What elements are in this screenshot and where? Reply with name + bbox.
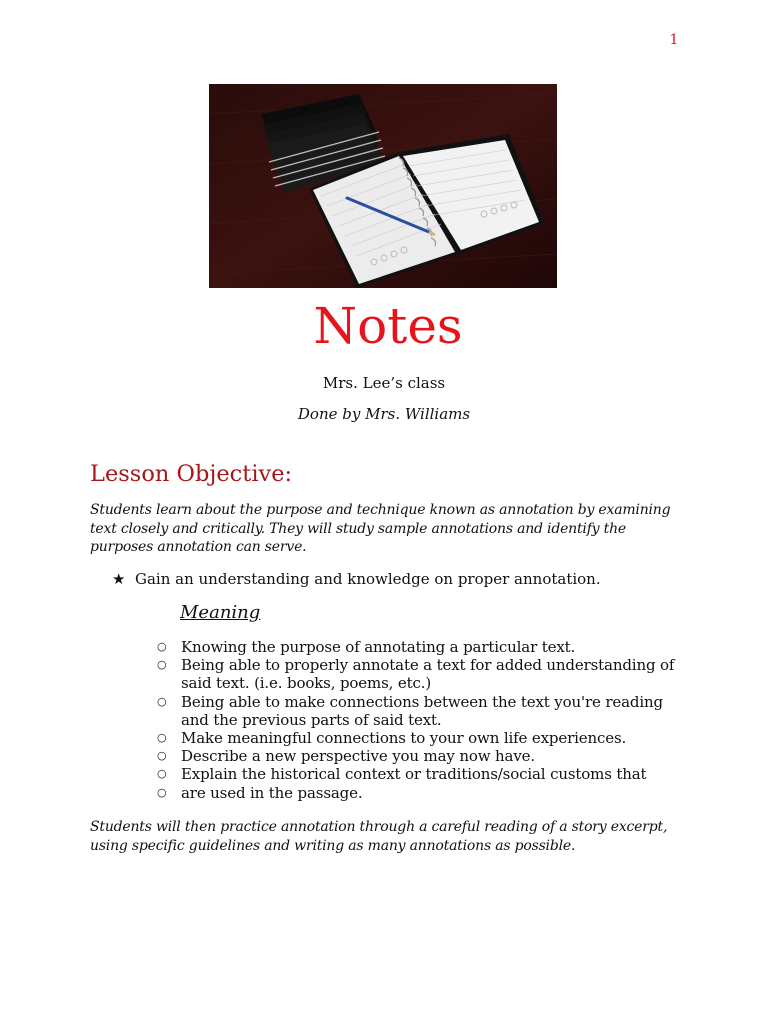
meaning-list — [157, 638, 677, 802]
list-item-text: Describe a new perspective you may now have. — [181, 747, 536, 766]
circle-bullet-icon: ○ — [157, 731, 167, 745]
list-item — [157, 729, 677, 747]
list-item-text: Being able to make connections between the text you're reading and the previous parts of said text. — [181, 692, 663, 729]
meaning-heading: Meaning — [180, 602, 261, 623]
list-item-text: Knowing the purpose of annotating a particular text. — [181, 638, 576, 656]
circle-bullet-icon: ○ — [157, 640, 167, 653]
list-item-text: Make meaningful connections to your own life experiences. — [181, 729, 627, 748]
list-item-text: are used in the passage. — [181, 783, 363, 802]
author-line: Done by Mrs. Williams — [297, 405, 471, 423]
page-number: 1 — [669, 32, 679, 48]
page-title: Notes — [313, 297, 463, 355]
circle-bullet-icon: ○ — [157, 785, 167, 799]
list-item — [157, 747, 677, 765]
circle-bullet-icon: ○ — [157, 694, 167, 708]
list-item-text: Explain the historical context or traditions/social customs that — [181, 765, 647, 784]
objective-item — [112, 569, 672, 589]
circle-bullet-icon: ○ — [157, 658, 167, 672]
list-item — [157, 656, 677, 692]
circle-bullet-icon: ○ — [157, 767, 167, 781]
list-item — [157, 693, 677, 729]
class-name: Mrs. Lee’s class — [322, 374, 446, 392]
lesson-intro-paragraph: Students learn about the purpose and technique known as annotation by examining text closely and critically. They will study sample annotations and identify the purposes annotation can serve. — [90, 502, 671, 556]
list-item — [157, 784, 677, 802]
lesson-objective-heading: Lesson Objective: — [90, 461, 293, 487]
notebook-photo-icon — [209, 84, 557, 288]
star-icon: ★ — [112, 570, 126, 588]
list-item — [157, 638, 677, 656]
lesson-closing-paragraph: Students will then practice annotation through a careful reading of a story excerpt, using specific guidelines and writing as many annotations as possible. — [90, 819, 668, 854]
objective-item-text: Gain an understanding and knowledge on proper annotation. — [135, 570, 601, 588]
list-item — [157, 765, 677, 783]
list-item-text: Being able to properly annotate a text for added understanding of said text. (i.e. books, poems, etc.) — [181, 656, 675, 693]
circle-bullet-icon: ○ — [157, 749, 167, 763]
